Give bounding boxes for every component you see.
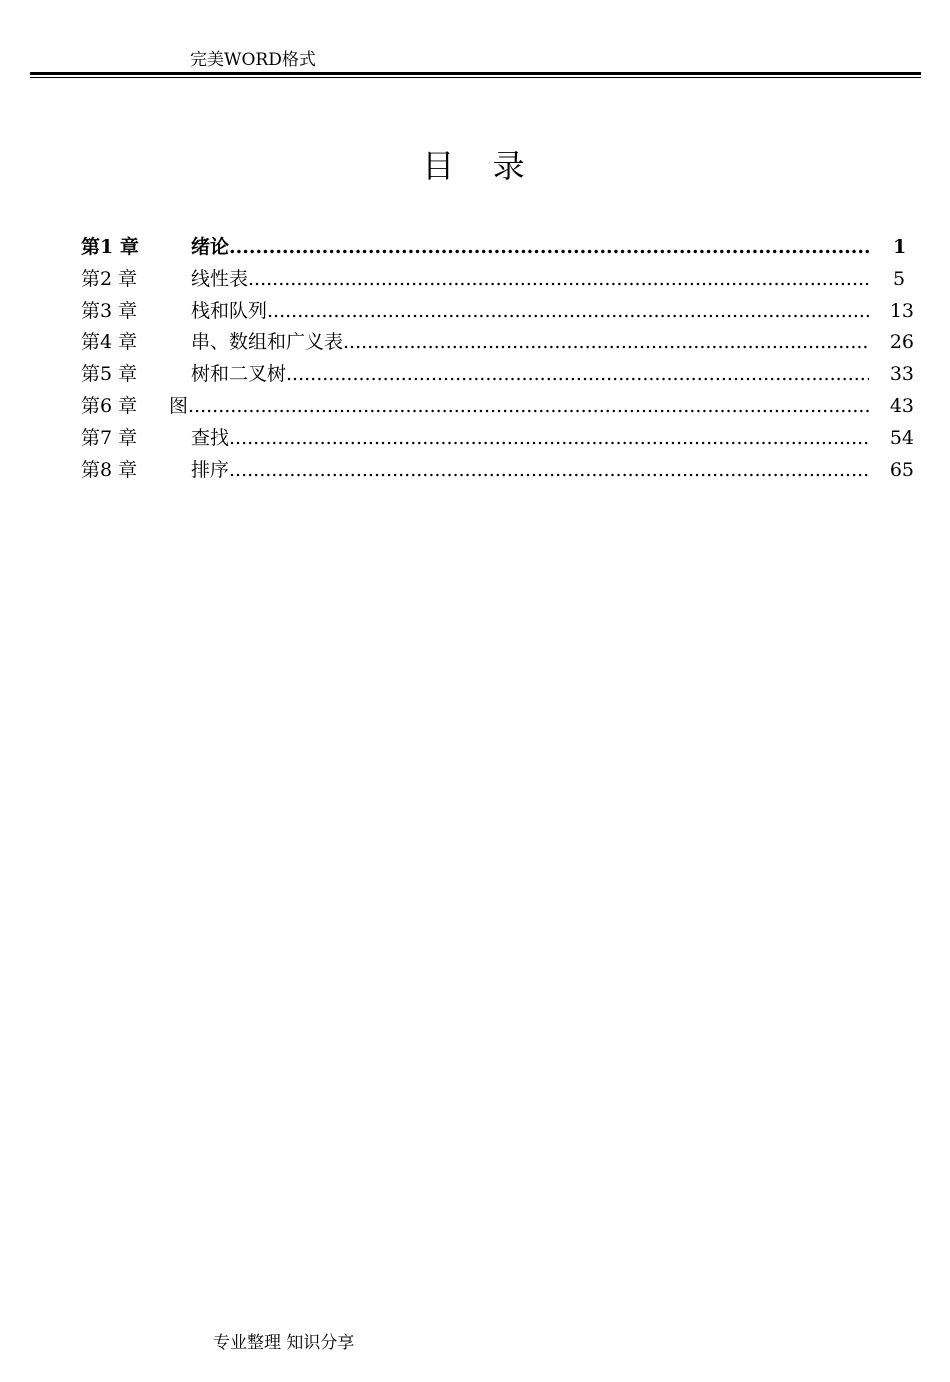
page-header: 完美WORD格式 <box>190 50 316 70</box>
toc-leader-dots <box>267 296 869 327</box>
toc-entry-2[interactable] <box>81 264 914 296</box>
toc-page-number: 1 <box>893 236 907 258</box>
toc-entry-4[interactable] <box>81 327 914 359</box>
toc-leader-dots <box>286 359 869 390</box>
page-footer: 专业整理 知识分享 <box>213 1333 355 1353</box>
toc-chapter-name: 查找 <box>191 426 230 449</box>
toc-page-number: 13 <box>889 299 914 322</box>
header-rule-thick <box>30 72 921 75</box>
table-of-contents <box>81 232 914 486</box>
toc-leader-dots <box>229 232 869 263</box>
toc-chapter-name: 树和二叉树 <box>191 363 287 386</box>
toc-chapter-name: 栈和队列 <box>191 299 268 322</box>
toc-entry-1[interactable] <box>81 232 914 264</box>
header-rule-thin <box>30 77 921 78</box>
toc-page-number: 33 <box>889 363 914 386</box>
toc-leader-dots <box>229 455 869 486</box>
toc-entry-5[interactable] <box>81 359 914 391</box>
toc-chapter-name: 排序 <box>191 458 230 481</box>
toc-page-number: 43 <box>889 394 914 417</box>
toc-chapter-name: 绪论 <box>191 236 230 258</box>
toc-chapter-name: 线性表 <box>191 267 249 290</box>
toc-chapter-number: 第4 章 <box>81 331 138 354</box>
toc-leader-dots <box>188 391 869 422</box>
toc-chapter-name: 图 <box>169 394 189 417</box>
toc-chapter-number: 第1 章 <box>81 236 139 258</box>
toc-entry-6[interactable] <box>81 391 914 423</box>
toc-chapter-number: 第6 章 <box>81 394 138 417</box>
toc-leader-dots <box>343 327 869 358</box>
toc-entry-3[interactable] <box>81 296 914 328</box>
toc-page-number: 54 <box>889 426 914 449</box>
toc-title: 目 录 <box>422 147 528 185</box>
toc-chapter-number: 第3 章 <box>81 299 138 322</box>
toc-chapter-number: 第5 章 <box>81 363 138 386</box>
toc-entry-7[interactable] <box>81 423 914 455</box>
toc-leader-dots <box>248 264 869 295</box>
toc-chapter-name: 串、数组和广义表 <box>191 331 344 354</box>
toc-page-number: 65 <box>889 458 914 481</box>
toc-leader-dots <box>229 423 869 454</box>
toc-chapter-number: 第2 章 <box>81 267 138 290</box>
toc-entry-8[interactable] <box>81 455 914 487</box>
toc-page-number: 26 <box>889 331 914 354</box>
toc-page-number: 5 <box>893 267 906 290</box>
toc-chapter-number: 第7 章 <box>81 426 138 449</box>
toc-chapter-number: 第8 章 <box>81 458 138 481</box>
